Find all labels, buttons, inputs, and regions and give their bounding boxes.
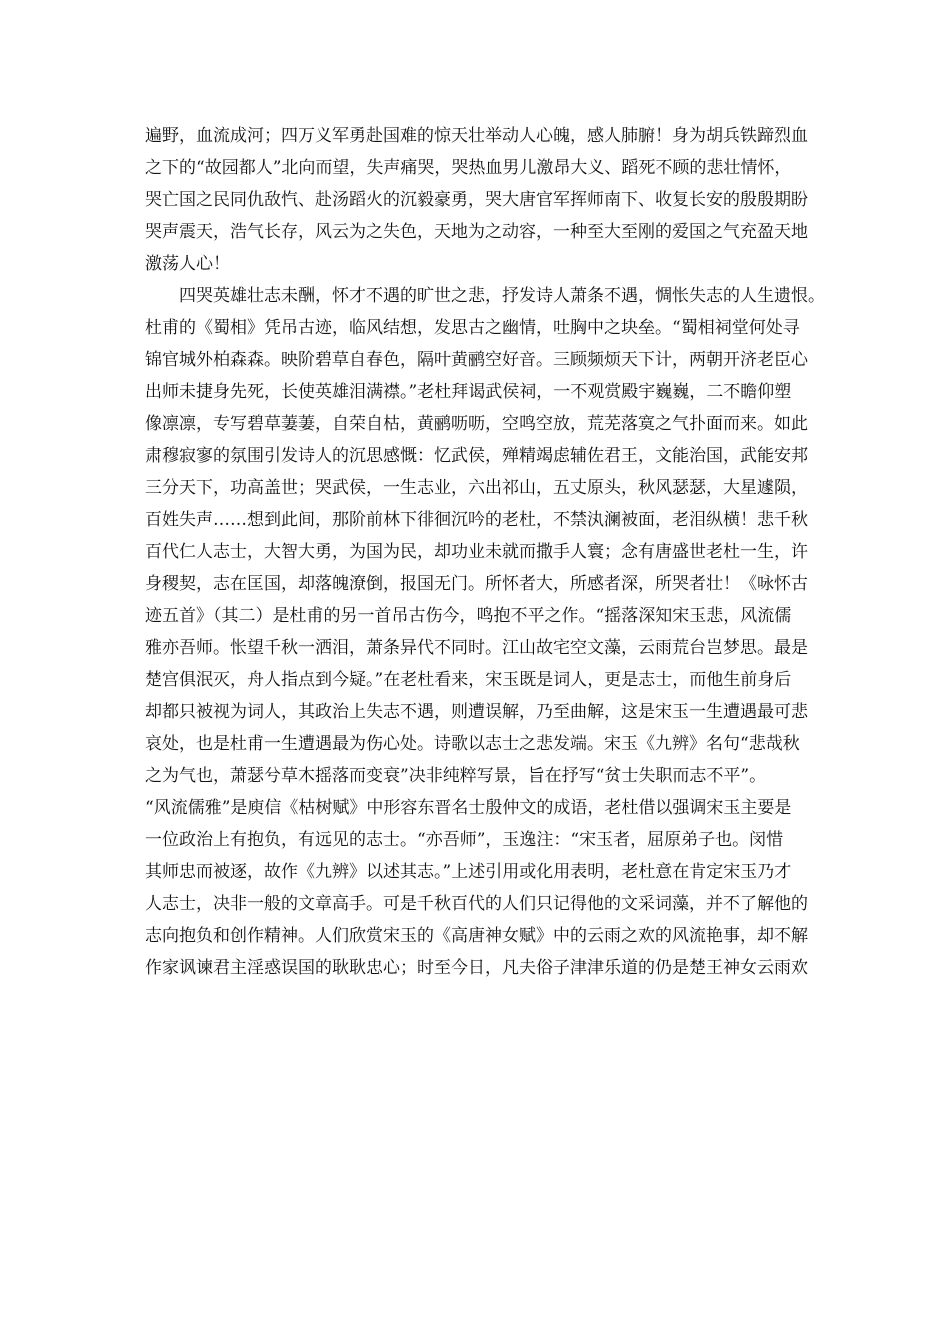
text-line: 哭亡国之民同仇敌忾、赴汤蹈火的沉毅豪勇，哭大唐官军挥师南下、收复长安的殷殷期盼 [145,190,808,210]
text-line: 其师忠而被逐，故作《九辨》以述其志。”上述引用或化用表明，老杜意在肯定宋玉乃才 [145,862,792,882]
text-line: 肃穆寂寥的氛围引发诗人的沉思感慨：忆武侯，殚精竭虑辅佐君王，文能治国，武能安邦 [145,446,808,466]
text-line: 人志士，决非一般的文章高手。可是千秋百代的人们只记得他的文采词藻，并不了解他的 [145,894,808,914]
text-line: 楚宫俱泯灭，舟人指点到今疑。”在老杜看来，宋玉既是词人，更是志士，而他生前身后 [145,670,792,690]
text-line: “风流儒雅”是庾信《枯树赋》中形容东晋名士殷仲文的成语，老杜借以强调宋玉主要是 [145,798,792,818]
text-line: 之为气也，萧瑟兮草木摇落而变衰”决非纯粹写景，旨在抒写“贫士失职而志不平”。 [145,766,767,786]
text-line: 一位政治上有抱负，有远见的志士。“亦吾师”，玉逸注：“宋玉者，屈原弟子也。闵惜 [145,830,784,850]
paragraph-1 [145,120,825,280]
text-line: 百姓失声……想到此间，那阶前林下徘徊沉吟的老杜，不禁汍澜被面，老泪纵横！悲千秋 [145,510,808,530]
text-line: 遍野，血流成河；四万义军勇赴国难的惊天壮举动人心魄，感人肺腑！身为胡兵铁蹄烈血 [145,126,808,146]
text-line: 作家讽谏君主淫惑误国的耿耿忠心；时至今日，凡夫俗子津津乐道的仍是楚王神女云雨欢 [145,958,808,978]
text-line: 哭声震天，浩气长存，风云为之失色，天地为之动容，一种至大至刚的爱国之气充盈天地 [145,222,808,242]
text-line: 迹五首》（其二）是杜甫的另一首吊古伤今，鸣抱不平之作。“摇落深知宋玉悲，风流儒 [145,606,792,626]
text-line: 杜甫的《蜀相》凭吊古迹，临风结想，发思古之幽情，吐胸中之块垒。“蜀相祠堂何处寻 [145,318,800,338]
text-line: 却都只被视为词人，其政治上失志不遇，则遭误解，乃至曲解，这是宋玉一生遭遇最可悲 [145,702,808,722]
text-line: 锦官城外柏森森。映阶碧草自春色，隔叶黄鹂空好音。三顾频烦天下计，两朝开济老臣心 [145,350,808,370]
body-text [145,120,825,984]
text-line: 三分天下，功高盖世；哭武侯，一生志业，六出祁山，五丈原头，秋风瑟瑟，大星遽陨， [145,478,808,498]
text-line: 四哭英雄壮志未酬，怀才不遇的旷世之悲，抒发诗人萧条不遇，惆怅失志的人生遗恨。 [179,286,825,306]
text-line: 志向抱负和创作精神。人们欣赏宋玉的《高唐神女赋》中的云雨之欢的风流艳事，却不解 [145,926,808,946]
text-line: 之下的“故园都人”北向而望，失声痛哭，哭热血男儿激昂大义、蹈死不顾的悲壮情怀， [145,158,792,178]
text-line: 出师未捷身先死，长使英雄泪满襟。”老杜拜谒武侯祠，一不观赏殿宇巍巍，二不瞻仰塑 [145,382,792,402]
text-line: 像凛凛，专写碧草萋萋，自荣自枯，黄鹂呖呖，空鸣空放，荒芜落寞之气扑面而来。如此 [145,414,808,434]
text-line: 哀处，也是杜甫一生遭遇最为伤心处。诗歌以志士之悲发端。宋玉《九辨》名句“悲哉秋 [145,734,800,754]
text-line: 激荡人心！ [145,254,230,274]
text-line: 百代仁人志士，大智大勇，为国为民，却功业未就而撒手人寰；念有唐盛世老杜一生，许 [145,542,808,562]
paragraph-2 [145,280,825,984]
text-line: 身稷契，志在匡国，却落魄潦倒，报国无门。所怀者大，所感者深，所哭者壮！《咏怀古 [145,574,808,594]
text-line: 雅亦吾师。怅望千秋一洒泪，萧条异代不同时。江山故宅空文藻，云雨荒台岂梦思。最是 [145,638,808,658]
